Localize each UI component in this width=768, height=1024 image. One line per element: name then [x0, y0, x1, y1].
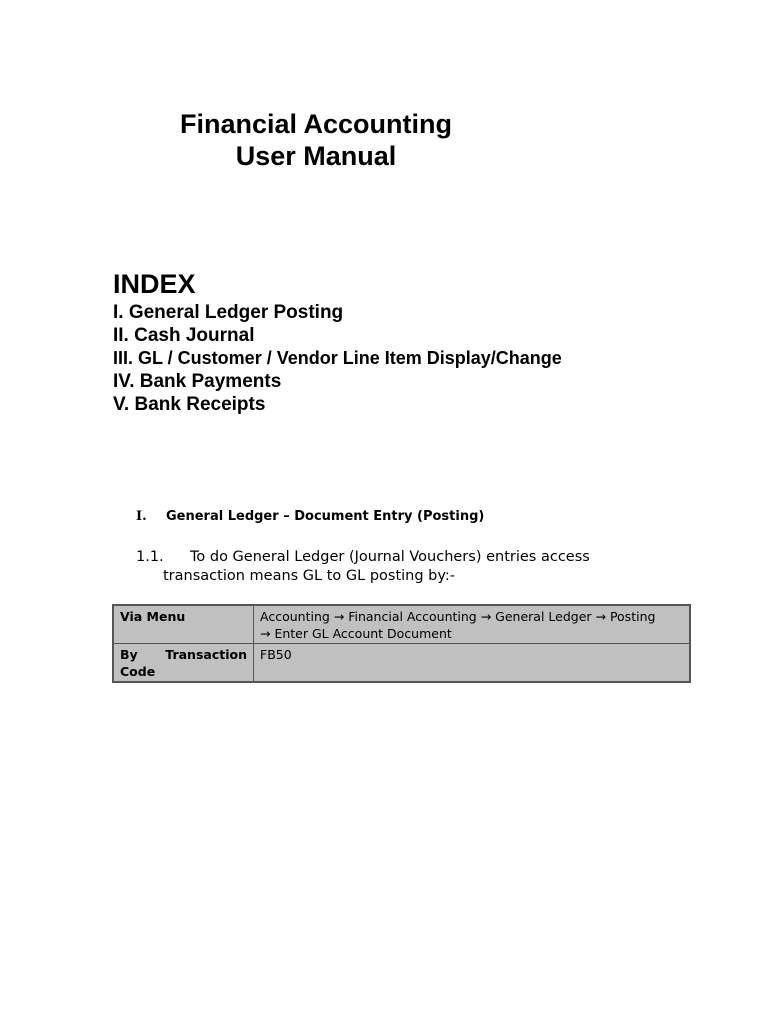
index-list	[113, 301, 562, 416]
index-section	[113, 267, 562, 416]
instruction-paragraph	[136, 548, 655, 586]
transaction-code-value: FB50	[254, 644, 691, 683]
transaction-code-label: By Transaction Code	[113, 644, 254, 683]
section-number: I.	[136, 509, 147, 524]
via-menu-path-line-1: Accounting → Financial Accounting → General Ledger → Posting	[260, 609, 656, 624]
paragraph-line-1: To do General Ledger (Journal Vouchers) entries access	[190, 549, 590, 565]
index-item-cash-journal: II. Cash Journal	[113, 325, 255, 346]
title-line-1: Financial Accounting	[179, 109, 453, 139]
document-title	[140, 108, 492, 172]
title-line-2: User Manual	[235, 141, 397, 171]
via-menu-label: Via Menu	[113, 605, 254, 644]
section-heading	[136, 508, 484, 525]
section-title: General Ledger – Document Entry (Posting)	[166, 509, 485, 524]
paragraph-line-2: transaction means GL to GL posting by:-	[163, 568, 456, 584]
index-item-line-item-display: III. GL / Customer / Vendor Line Item Display/Change	[113, 348, 562, 368]
via-menu-path	[254, 605, 691, 644]
via-menu-path-line-2: → Enter GL Account Document	[260, 626, 452, 641]
paragraph-number: 1.1.	[136, 549, 164, 565]
index-item-bank-receipts: V. Bank Receipts	[113, 394, 266, 415]
index-item-general-ledger-posting: I. General Ledger Posting	[113, 302, 344, 323]
index-heading: INDEX	[113, 269, 196, 299]
index-item-bank-payments: IV. Bank Payments	[113, 371, 282, 392]
table-row	[113, 605, 690, 644]
table-row	[113, 644, 690, 683]
navigation-table	[112, 604, 691, 683]
